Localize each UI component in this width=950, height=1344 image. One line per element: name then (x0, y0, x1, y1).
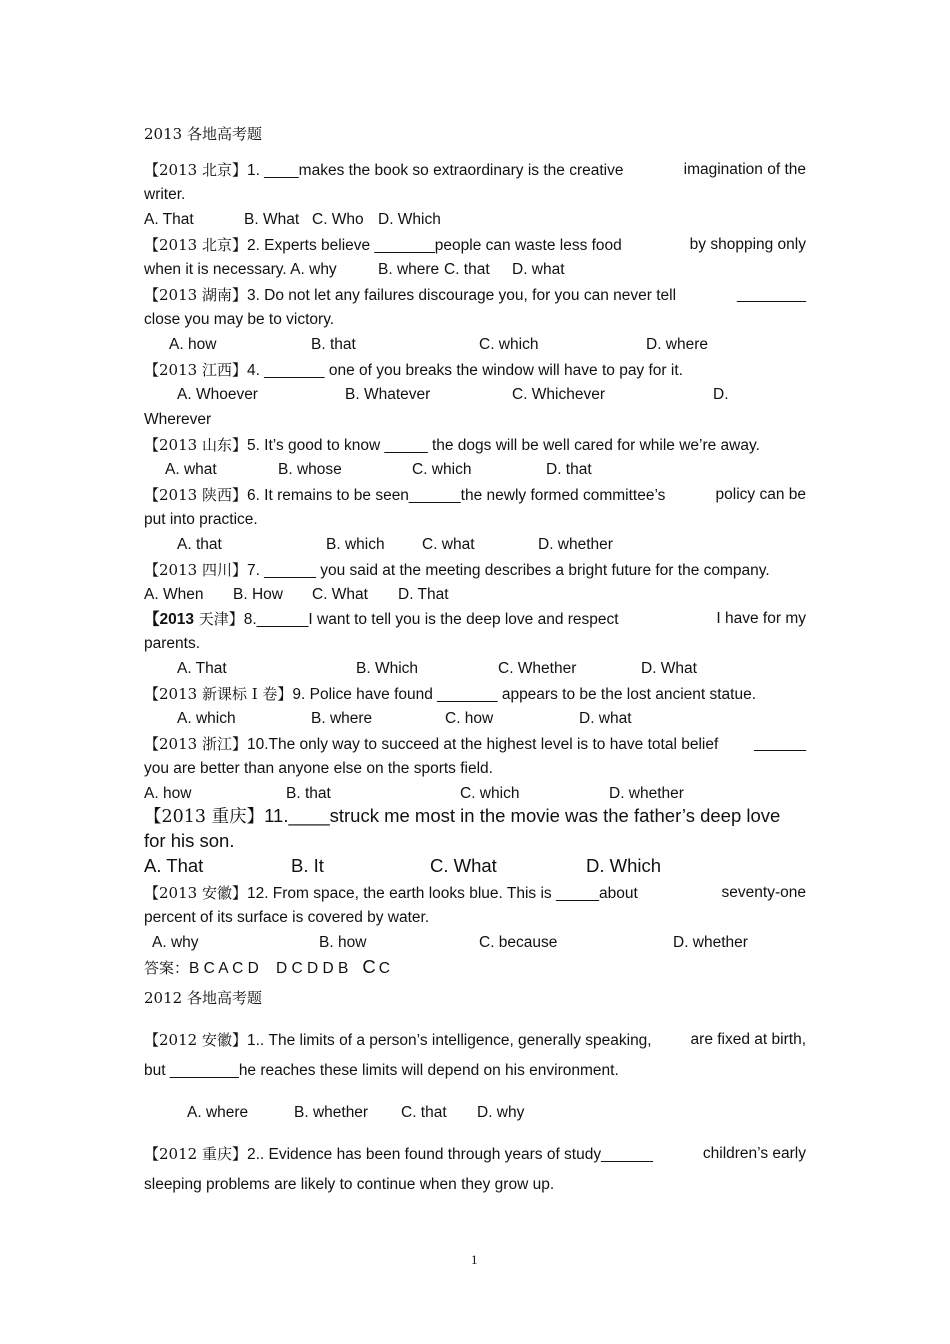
option-a: A. That (144, 211, 194, 228)
option-a: A. which (177, 710, 236, 727)
option-d: D. That (398, 586, 449, 603)
question-text: 5. It’s good to know _____ the dogs will be well cared for while we’re away. (246, 437, 760, 454)
option-b: B. that (286, 785, 331, 802)
page-number: 1 (471, 1252, 478, 1267)
answer-label: 答案： (144, 959, 190, 977)
question-text: 7. ______ you said at the meeting describes a bright future for the company. (246, 562, 770, 579)
option-d: D. why (477, 1104, 525, 1121)
question-6-line-1 (144, 485, 806, 506)
question-text: ________ (737, 286, 806, 303)
option-c: C. Whether (498, 660, 577, 677)
option-a: A. where (187, 1104, 249, 1121)
question-tag: 【2013 安徽】 (144, 884, 247, 902)
question-11-line-1 (144, 804, 780, 829)
option-b: B. whose (278, 461, 342, 478)
question-2-line-2: when it is necessary. A. why (144, 261, 337, 278)
question-text: 3. Do not let any failures discourage you, for you can never tell (246, 287, 677, 304)
option-c: C. which (412, 461, 472, 478)
question-text: 2.. Evidence has been found through years of study______ (246, 1146, 653, 1163)
question-text: 10.The only way to succeed at the highest level is to have total belief (246, 736, 719, 753)
question-text: policy can be (715, 486, 806, 503)
option-b: B. whether (294, 1104, 369, 1121)
question-11-line-2: for his son. (144, 830, 235, 851)
question-10-line-1 (144, 734, 806, 755)
option-c: C. Who (312, 211, 364, 228)
question-tag: 【2013 陕西】 (144, 486, 247, 504)
question-4-line-1 (144, 360, 683, 381)
question-text: 11.____struck me most in the movie was the father’s deep love (264, 805, 781, 826)
question-2012-1-line-2: but ________he reaches these limits will depend on his environment. (144, 1062, 619, 1079)
option-c: C. which (479, 336, 539, 353)
question-text: 4. _______ one of you breaks the window will have to pay for it. (246, 362, 683, 379)
question-2012-2-line-1 (144, 1144, 806, 1165)
question-tag: 【2013 北京】 (144, 236, 247, 254)
option-d: D. whether (609, 785, 684, 802)
question-text: seventy-one (721, 884, 806, 901)
question-6-line-2: put into practice. (144, 511, 258, 528)
question-8-line-1 (144, 609, 806, 630)
option-d-continued: Wherever (144, 411, 212, 428)
option-c: C. that (401, 1104, 447, 1121)
question-tag: 【2013 北京】 (144, 161, 247, 179)
question-5-line-1 (144, 435, 760, 456)
option-c: C. how (445, 710, 494, 727)
option-a: A. That (177, 660, 227, 677)
option-d: D. what (579, 710, 632, 727)
question-text: ______ (754, 735, 806, 752)
question-1-line-1 (144, 160, 806, 181)
question-9-line-1 (144, 684, 756, 705)
question-7-line-1 (144, 560, 770, 581)
option-a: A. how (144, 785, 192, 802)
question-text: 6. It remains to be seen______the newly formed committee’s (246, 487, 666, 504)
option-a: A. how (169, 336, 217, 353)
question-1-line-2: writer. (144, 186, 186, 203)
question-12-line-2: percent of its surface is covered by water. (144, 909, 430, 926)
question-tag: 【2013 江西】 (144, 361, 247, 379)
option-a: A. Whoever (177, 386, 258, 403)
section-title-2012: 2012 各地高考题 (144, 989, 262, 1007)
option-b: B. where (311, 710, 373, 727)
question-tag: 【2013 重庆】 (144, 807, 265, 827)
question-tag-year: 【2013 (144, 611, 194, 628)
option-c: C. Whichever (512, 386, 606, 403)
question-text: 12. From space, the earth looks blue. This is _____about (246, 885, 638, 902)
option-b: B. that (311, 336, 356, 353)
option-b: B. Which (356, 660, 419, 677)
question-text: are fixed at birth, (690, 1031, 806, 1048)
option-d: D. What (641, 660, 697, 677)
question-3-line-1 (144, 285, 806, 306)
question-2-line-1 (144, 235, 806, 256)
question-tag: 【2013 浙江】 (144, 735, 247, 753)
option-d: D. Which (586, 855, 662, 876)
option-d: D. whether (538, 536, 613, 553)
question-2012-1-line-1 (144, 1030, 806, 1051)
question-2012-2-line-2: sleeping problems are likely to continue when they grow up. (144, 1176, 555, 1193)
option-b: B. What (244, 211, 300, 228)
option-b: B. where (378, 261, 440, 278)
question-text: children’s early (702, 1145, 806, 1162)
option-d: D. where (646, 336, 709, 353)
option-b: B. how (319, 934, 367, 951)
option-b: B. It (291, 855, 324, 876)
question-text: I have for my (716, 610, 806, 627)
option-d: D. what (512, 261, 565, 278)
option-d: D. that (546, 461, 592, 478)
answer-list: B C A C D D C D D B (189, 960, 349, 977)
option-c: C. because (479, 934, 558, 951)
option-b: B. which (326, 536, 385, 553)
option-a: A. When (144, 586, 204, 603)
question-tag: 【2013 四川】 (144, 561, 247, 579)
option-d: D. (713, 386, 729, 403)
question-text: by shopping only (689, 236, 806, 253)
option-a: A. what (165, 461, 217, 478)
option-a: A. why (152, 934, 199, 951)
question-8-line-2: parents. (144, 635, 201, 652)
option-d: D. whether (673, 934, 748, 951)
question-text: 1. ____makes the book so extraordinary is the creative (246, 162, 624, 179)
question-tag: 【2012 安徽】 (144, 1031, 247, 1049)
option-a: A. that (177, 536, 222, 553)
option-b: B. Whatever (345, 386, 431, 403)
option-c: C. What (430, 855, 497, 876)
answer-extra: C (362, 956, 376, 977)
question-12-line-1 (144, 883, 806, 904)
question-tag: 【2013 山东】 (144, 436, 247, 454)
option-c: C. which (460, 785, 520, 802)
question-text: 8.______I want to tell you is the deep love and respect (243, 611, 619, 628)
answer-key (144, 957, 390, 979)
question-tag: 【2013 新课标 I 卷】 (144, 685, 293, 703)
option-d: D. Which (378, 211, 441, 228)
option-c: C. that (444, 261, 490, 278)
section-title-2013: 2013 各地高考题 (144, 125, 262, 143)
option-c: C. What (312, 586, 368, 603)
question-text: 1.. The limits of a person’s intelligence, generally speaking, (246, 1032, 652, 1049)
question-tag-place: 天津】 (193, 610, 244, 628)
option-c: C. what (422, 536, 475, 553)
option-a: A. That (144, 855, 204, 876)
question-tag: 【2012 重庆】 (144, 1145, 247, 1163)
question-text: 9. Police have found _______ appears to be the lost ancient statue. (292, 686, 757, 703)
answer-extra: C (378, 960, 390, 977)
question-10-line-2: you are better than anyone else on the sports field. (144, 760, 493, 777)
option-b: B. How (233, 586, 283, 603)
question-text: 2. Experts believe _______people can waste less food (246, 237, 622, 254)
question-tag: 【2013 湖南】 (144, 286, 247, 304)
question-text: imagination of the (683, 161, 806, 178)
question-3-line-2: close you may be to victory. (144, 311, 335, 328)
